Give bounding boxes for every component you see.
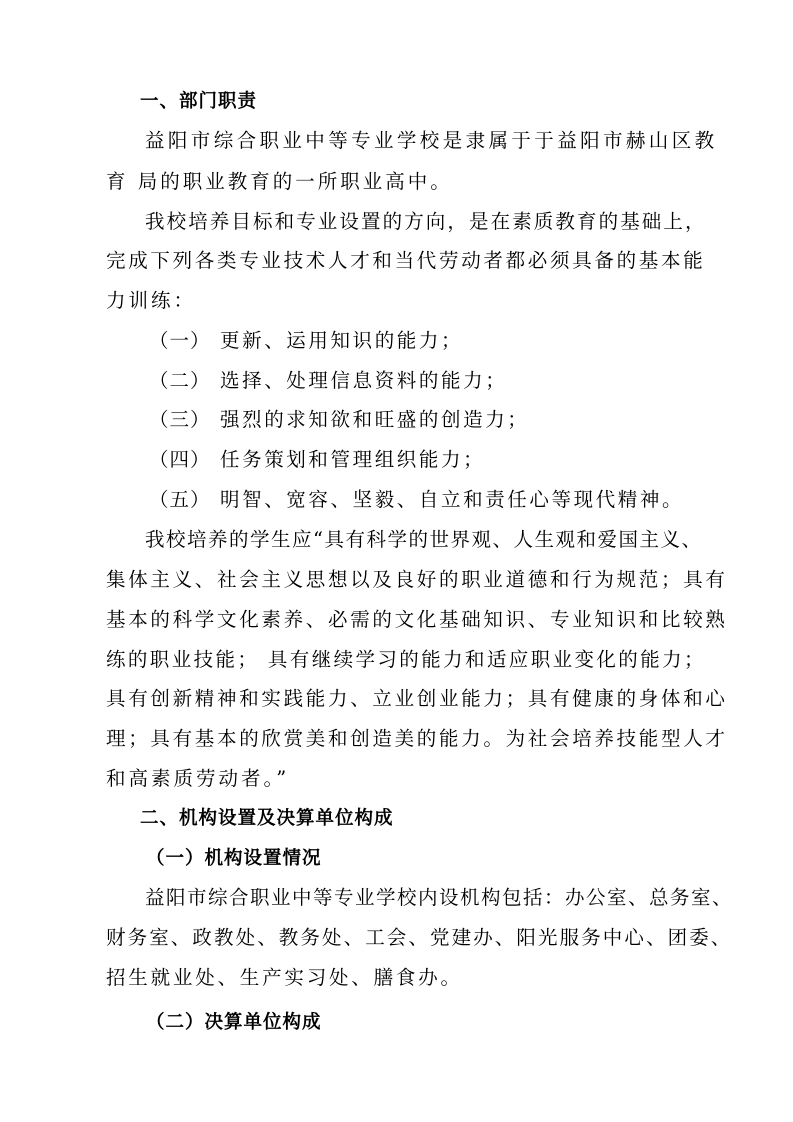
paragraph-line: 育 局的职业教育的一所职业高中。	[106, 170, 453, 193]
section-heading-department-duties: 一、部门职责	[140, 91, 258, 112]
paragraph-line: 练的职业技能； 具有继续学习的能力和适应职业变化的能力；	[106, 648, 706, 671]
list-item-text: 强烈的求知欲和旺盛的创造力；	[220, 408, 530, 431]
subsection-heading-budget-units: （二）决算单位构成	[146, 1012, 322, 1033]
list-item-marker: （四）	[149, 448, 211, 471]
paragraph-line: 益阳市综合职业中等专业学校内设机构包括：办公室、总务室、	[145, 886, 734, 909]
paragraph-line: 集体主义、社会主义思想以及良好的职业道德和行为规范；具有	[106, 568, 728, 591]
subsection-heading-organization-setup: （一）机构设置情况	[146, 848, 322, 869]
paragraph-line: 完成下列各类专业技术人才和当代劳动者都必须具备的基本能	[106, 249, 706, 272]
paragraph-line: 益阳市综合职业中等专业学校是隶属于于益阳市赫山区教	[145, 129, 718, 152]
list-item-marker: （一）	[149, 329, 211, 352]
paragraph-line: 力训练：	[106, 289, 197, 312]
list-item-marker: （五）	[149, 488, 211, 511]
paragraph-line: 我校培养目标和专业设置的方向，是在素质教育的基础上，	[145, 210, 707, 233]
paragraph-line: 招生就业处、生产实习处、膳食办。	[106, 966, 463, 989]
paragraph-line: 财务室、政教处、教务处、工会、党建办、阳光服务中心、团委、	[106, 926, 733, 949]
list-item-text: 任务策划和管理组织能力；	[220, 448, 486, 471]
paragraph-line: 我校培养的学生应“具有科学的世界观、人生观和爱国主义、	[145, 528, 703, 551]
list-item-marker: （二）	[149, 369, 211, 392]
paragraph-line: 基本的科学文化素养、必需的文化基础知识、专业知识和比较熟	[106, 608, 728, 631]
list-item-text: 更新、运用知识的能力；	[220, 329, 464, 352]
paragraph-line: 理；具有基本的欣赏美和创造美的能力。为社会培养技能型人才	[106, 727, 728, 750]
section-heading-organization: 二、机构设置及决算单位构成	[140, 808, 394, 829]
paragraph-line: 具有创新精神和实践能力、立业创业能力；具有健康的身体和心	[106, 687, 728, 710]
list-item-text: 明智、宽容、坚毅、自立和责任心等现代精神。	[220, 488, 685, 511]
list-item-marker: （三）	[149, 408, 211, 431]
paragraph-line: 和高素质劳动者。”	[106, 767, 290, 790]
list-item-text: 选择、处理信息资料的能力；	[220, 369, 508, 392]
